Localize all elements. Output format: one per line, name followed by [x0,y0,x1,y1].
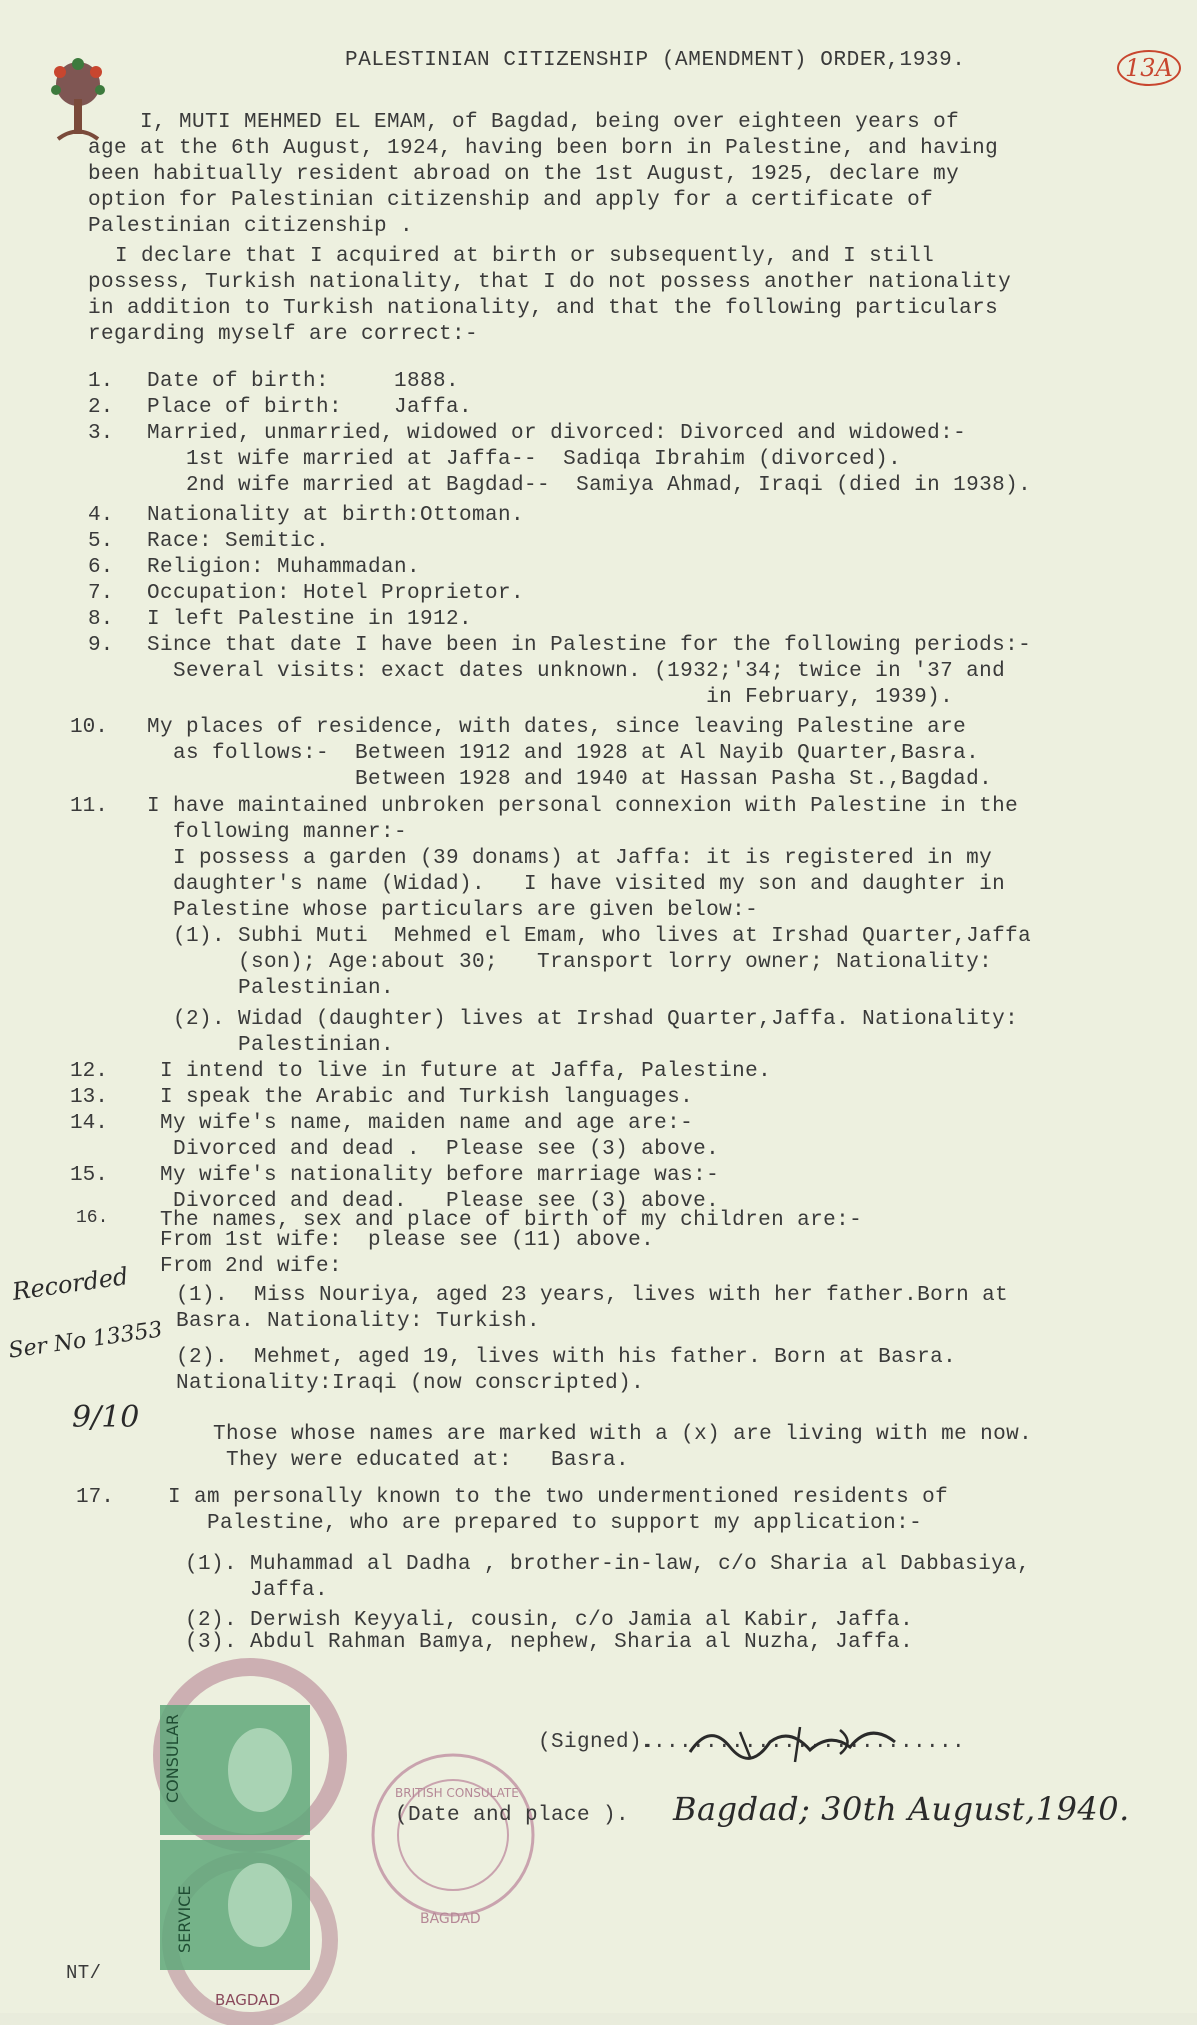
date-place-value: Bagdad; 30th August,1940. [673,1790,1130,1828]
item-number: 2. [88,396,114,419]
item-line: My wife's name, maiden name and age are:- [160,1112,694,1135]
item17-line-2: Palestine, who are prepared to support my application:- [168,1512,923,1535]
item-number: 4. [88,504,114,527]
margin-note-date: 9/10 [72,1400,140,1435]
revenue-stamps-icon [150,1655,350,2025]
declaration-line-1: I declare that I acquired at birth or subsequently, and I still [115,245,935,268]
child-line-4: Nationality:Iraqi (now conscripted). [176,1372,645,1395]
item-line: Palestine whose particulars are given below:- [147,899,759,922]
item-number: 13. [70,1086,108,1109]
item-number: 10. [70,716,108,739]
document-title: PALESTINIAN CITIZENSHIP (AMENDMENT) ORDER,1939. [345,49,966,72]
item-line: Race: Semitic. [147,530,330,553]
item-number: 8. [88,608,114,631]
item-line: Date of birth: 1888. [147,370,460,393]
reference-line: Jaffa. [185,1579,329,1602]
item-line: Several visits: exact dates unknown. (1932;'34; twice in '37 and [147,660,1006,683]
item-number: 12. [70,1060,108,1083]
item-line: I speak the Arabic and Turkish languages. [160,1086,694,1109]
item-line: Divorced and dead. Please see (3) above. [173,1190,720,1213]
item-line: Religion: Muhammadan. [147,556,421,579]
intro-line-5: Palestinian citizenship . [88,215,414,238]
item-line: as follows:- Between 1912 and 1928 at Al Nayib Quarter,Basra. [147,742,980,765]
intro-line-1: I, MUTI MEHMED EL EMAM, of Bagdad, being over eighteen years of [140,111,960,134]
item-line: in February, 1939). [147,686,954,709]
item-line: daughter's name (Widad). I have visited my son and daughter in [147,873,1006,896]
intro-line-4: option for Palestinian citizenship and apply for a certificate of [88,189,934,212]
item-line: From 1st wife: please see (11) above. [160,1229,655,1252]
intro-line-3: been habitually resident abroad on the 1st August, 1925, declare my [88,163,960,186]
reference-line: (1). Muhammad al Dadha , brother-in-law, c/o Sharia al Dabbasiya, [185,1553,1031,1576]
item-number: 1. [88,370,114,393]
item-line: My places of residence, with dates, since leaving Palestine are [147,716,967,739]
marked-note-1: Those whose names are marked with a (x) are living with me now. [213,1423,1033,1446]
item-number: 11. [70,795,108,818]
item-line: Palestinian. [147,1034,395,1057]
stamp-text-service: SERVICE [175,1885,194,1953]
item-number: 16. [76,1208,109,1228]
item-number: 3. [88,422,114,445]
item-line: My wife's nationality before marriage was:- [160,1164,720,1187]
item-number: 15. [70,1164,108,1187]
item-line: (2). Widad (daughter) lives at Irshad Quarter,Jaffa. Nationality: [147,1008,1019,1031]
item-line: following manner:- [147,821,408,844]
item-number: 9. [88,634,114,657]
item-line: From 2nd wife: [160,1255,343,1278]
seal-text: BRITISH CONSULATE [395,1786,519,1800]
child-line-1: (1). Miss Nouriya, aged 23 years, lives with her father.Born at [176,1284,1009,1307]
item-line: I left Palestine in 1912. [147,608,473,631]
signature-dots: ......................... [640,1731,966,1754]
item-line: 2nd wife married at Bagdad-- Samiya Ahmad, Iraqi (died in 1938). [147,474,1032,497]
child-line-3: (2). Mehmet, aged 19, lives with his father. Born at Basra. [176,1346,957,1369]
item-number: 7. [88,582,114,605]
stamp-text-bagdad: BAGDAD [215,1991,281,2009]
item-line: Divorced and dead . Please see (3) above. [173,1138,720,1161]
reference-mark: 13A [1117,50,1181,86]
margin-note-serial: Ser No 13353 [7,1317,165,1364]
item-number: 5. [88,530,114,553]
date-place-label: (Date and place ). [395,1804,630,1827]
item-number: 14. [70,1112,108,1135]
item-number: 6. [88,556,114,579]
item-line: 1st wife married at Jaffa-- Sadiqa Ibrahim (divorced). [147,448,902,471]
margin-note-recorded: Recorded [10,1262,130,1306]
item-line: Place of birth: Jaffa. [147,396,473,419]
declaration-line-3: in addition to Turkish nationality, and that the following particulars [88,297,999,320]
consulate-seal-icon [365,1745,540,1930]
child-line-2: Basra. Nationality: Turkish. [176,1310,541,1333]
item17-line-1: I am personally known to the two undermentioned residents of [168,1486,949,1509]
item-line: Nationality at birth:Ottoman. [147,504,525,527]
item-line: I have maintained unbroken personal connexion with Palestine in the [147,795,1019,818]
item-line: Married, unmarried, widowed or divorced: Divorced and widowed:- [147,422,967,445]
item-line: (son); Age:about 30; Transport lorry owner; Nationality: [147,951,993,974]
signature-icon [680,1712,910,1772]
seal-text-bagdad: BAGDAD [420,1911,481,1927]
stamp-text-consular: CONSULAR [163,1714,182,1803]
item-line: I possess a garden (39 donams) at Jaffa: it is registered in my [147,847,993,870]
item-line: I intend to live in future at Jaffa, Palestine. [160,1060,772,1083]
declaration-line-2: possess, Turkish nationality, that I do not possess another nationality [88,271,1012,294]
signed-label: (Signed). [538,1731,656,1754]
reference-line: (3). Abdul Rahman Bamya, nephew, Sharia al Nuzha, Jaffa. [185,1631,914,1654]
item-line: Between 1928 and 1940 at Hassan Pasha St.,Bagdad. [147,768,993,791]
item-line: Occupation: Hotel Proprietor. [147,582,525,605]
intro-line-2: age at the 6th August, 1924, having been born in Palestine, and having [88,137,999,160]
marked-note-2: They were educated at: Basra. [226,1449,630,1472]
item-number: 17. [76,1486,114,1509]
item-line: (1). Subhi Muti Mehmed el Emam, who lives at Irshad Quarter,Jaffa [147,925,1032,948]
item-line: The names, sex and place of birth of my children are:- [160,1209,863,1232]
item-line: Palestinian. [147,977,395,1000]
footer-initials: NT/ [66,1962,102,1984]
item-line: Since that date I have been in Palestine for the following periods:- [147,634,1032,657]
declaration-line-4: regarding myself are correct:- [88,323,479,346]
reference-line: (2). Derwish Keyyali, cousin, c/o Jamia al Kabir, Jaffa. [185,1609,914,1632]
